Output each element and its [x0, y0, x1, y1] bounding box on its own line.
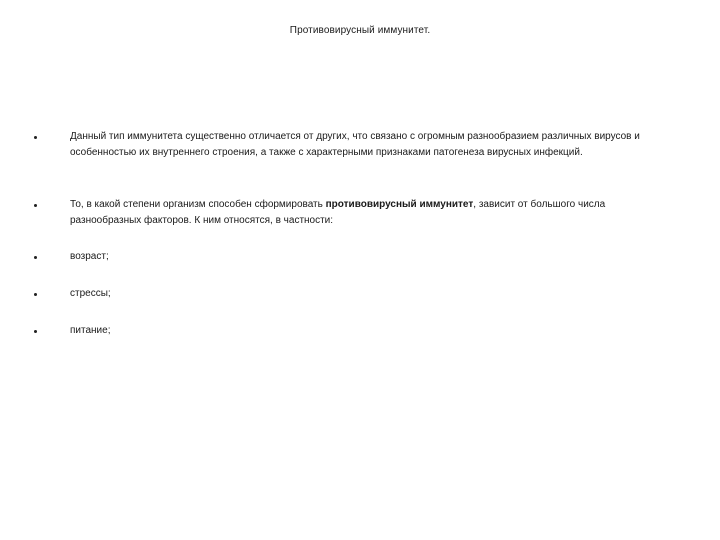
bullet-text: возраст; — [70, 251, 109, 262]
bullet-dot-icon — [34, 136, 37, 139]
bullet-text-before: То, в какой степени организм способен сформировать — [70, 199, 326, 210]
bullet-text — [70, 197, 670, 229]
bullet-text-strong: противовирусный иммунитет — [325, 199, 474, 210]
bullet-text: стрессы; — [70, 288, 111, 299]
bullet-dot-icon — [34, 330, 37, 333]
bullet-text: питание; — [70, 325, 111, 336]
bullet-dot-icon — [34, 293, 37, 296]
bullet-text: Данный тип иммунитета существенно отличается от других, что связано с огромным разнообразием различных вирусов и особенностью их внутреннего строения, а также с характерными признаками патогенеза вирусных инфекций. — [70, 131, 640, 158]
bullet-text-after: , зависит от большого числа разнообразных факторов. К ним относятся, в частности: — [70, 199, 606, 226]
bullet-dot-icon — [34, 204, 37, 207]
bullet-dot-icon — [34, 256, 37, 259]
slide-title: Противовирусный иммунитет. — [289, 25, 431, 36]
